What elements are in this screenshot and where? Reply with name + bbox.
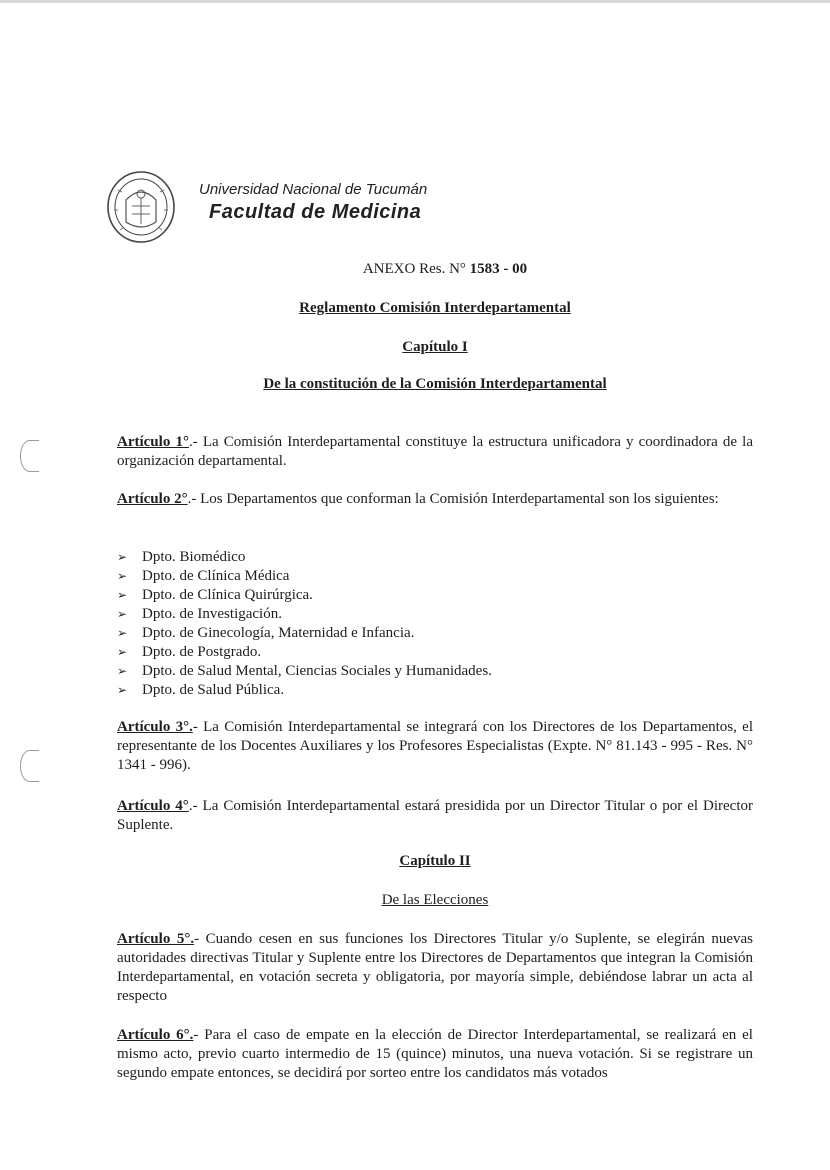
scan-top-edge: [0, 0, 830, 3]
article-4-label: Artículo 4°: [117, 798, 189, 814]
arrow-bullet-icon: ➢: [117, 569, 128, 583]
university-name: Universidad Nacional de Tucumán: [199, 181, 428, 198]
arrow-bullet-icon: ➢: [117, 626, 128, 640]
article-5: [117, 930, 753, 1006]
article-6-text: - Para el caso de empate en la elección de Director Interdepartamental, se realizará en el mismo acto, previo cuarto intermedio de 15 (quince) minutos, una nueva votación. Si se registrare un segundo empate entonces, se decidirá por sorteo entre los candidatos más votados: [117, 1027, 753, 1081]
arrow-bullet-icon: ➢: [117, 683, 128, 697]
list-item: ➢ Dpto. de Investigación.: [117, 606, 282, 622]
list-item: ➢ Dpto. de Clínica Quirúrgica.: [117, 587, 313, 603]
list-item: ➢ Dpto. de Salud Mental, Ciencias Sociales y Humanidades.: [117, 663, 492, 679]
arrow-bullet-icon: ➢: [117, 607, 128, 621]
list-item: ➢ Dpto. Biomédico: [117, 549, 246, 565]
article-6: [117, 1026, 753, 1083]
arrow-bullet-icon: ➢: [117, 588, 128, 602]
article-3-text: - La Comisión Interdepartamental se integrará con los Directores de los Departamentos, el representante de los Docentes Auxiliares y los Profesores Especialistas (Expte. N° 81.143 - 995 - Res. N° 1341 - 996).: [117, 719, 753, 773]
list-item: ➢ Dpto. de Postgrado.: [117, 644, 262, 660]
article-1: [117, 433, 753, 471]
document-title: Reglamento Comisión Interdepartamental: [299, 300, 571, 316]
annex-prefix: ANEXO Res. N°: [362, 261, 466, 277]
punch-hole-mark: [20, 750, 39, 782]
article-2-text: .- Los Departamentos que conforman la Comisión Interdepartamental son los siguientes:: [187, 491, 719, 507]
article-4-text: .- La Comisión Interdepartamental estará presidida por un Director Titular o por el Director Suplente.: [117, 798, 753, 833]
article-2: [117, 490, 753, 509]
article-2-label: Artículo 2°: [117, 491, 188, 507]
article-3: [117, 718, 753, 775]
article-1-text: .- La Comisión Interdepartamental constituye la estructura unificadora y coordinadora de la organización departamental.: [117, 434, 753, 469]
punch-hole-mark: [20, 440, 39, 472]
arrow-bullet-icon: ➢: [117, 550, 128, 564]
list-item: ➢ Dpto. de Clínica Médica: [117, 568, 290, 584]
article-5-label: Artículo 5°.: [117, 931, 195, 947]
article-6-label: Artículo 6°.: [117, 1027, 194, 1043]
university-seal-icon: [106, 170, 176, 245]
list-item: ➢ Dpto. de Salud Pública.: [117, 682, 285, 698]
chapter-1-subheading: De la constitución de la Comisión Interdepartamental: [263, 376, 607, 392]
article-1-label: Artículo 1°: [117, 434, 189, 450]
faculty-name: Facultad de Medicina: [209, 201, 422, 223]
article-5-text: - Cuando cesen en sus funciones los Directores Titular y/o Suplente, se elegirán nuevas autoridades directivas Titular y Suplente entre los Directores de Departamentos que integran la Comisión Interdepartamental, en votación secreta y obligatoria, por mayoría simple, debiéndose labrar un acta al respecto: [117, 931, 753, 1004]
annex-reference: [0, 261, 830, 278]
annex-number: 1583 - 00: [469, 261, 528, 277]
article-4: [117, 797, 753, 835]
chapter-1-heading: Capítulo I: [402, 339, 468, 355]
article-3-label: Artículo 3°.: [117, 719, 193, 735]
chapter-2-subheading: De las Elecciones: [381, 892, 489, 908]
arrow-bullet-icon: ➢: [117, 664, 128, 678]
chapter-2-heading: Capítulo II: [399, 853, 471, 869]
arrow-bullet-icon: ➢: [117, 645, 128, 659]
departments-list: [117, 548, 753, 700]
list-item: ➢ Dpto. de Ginecología, Maternidad e Infancia.: [117, 625, 415, 641]
